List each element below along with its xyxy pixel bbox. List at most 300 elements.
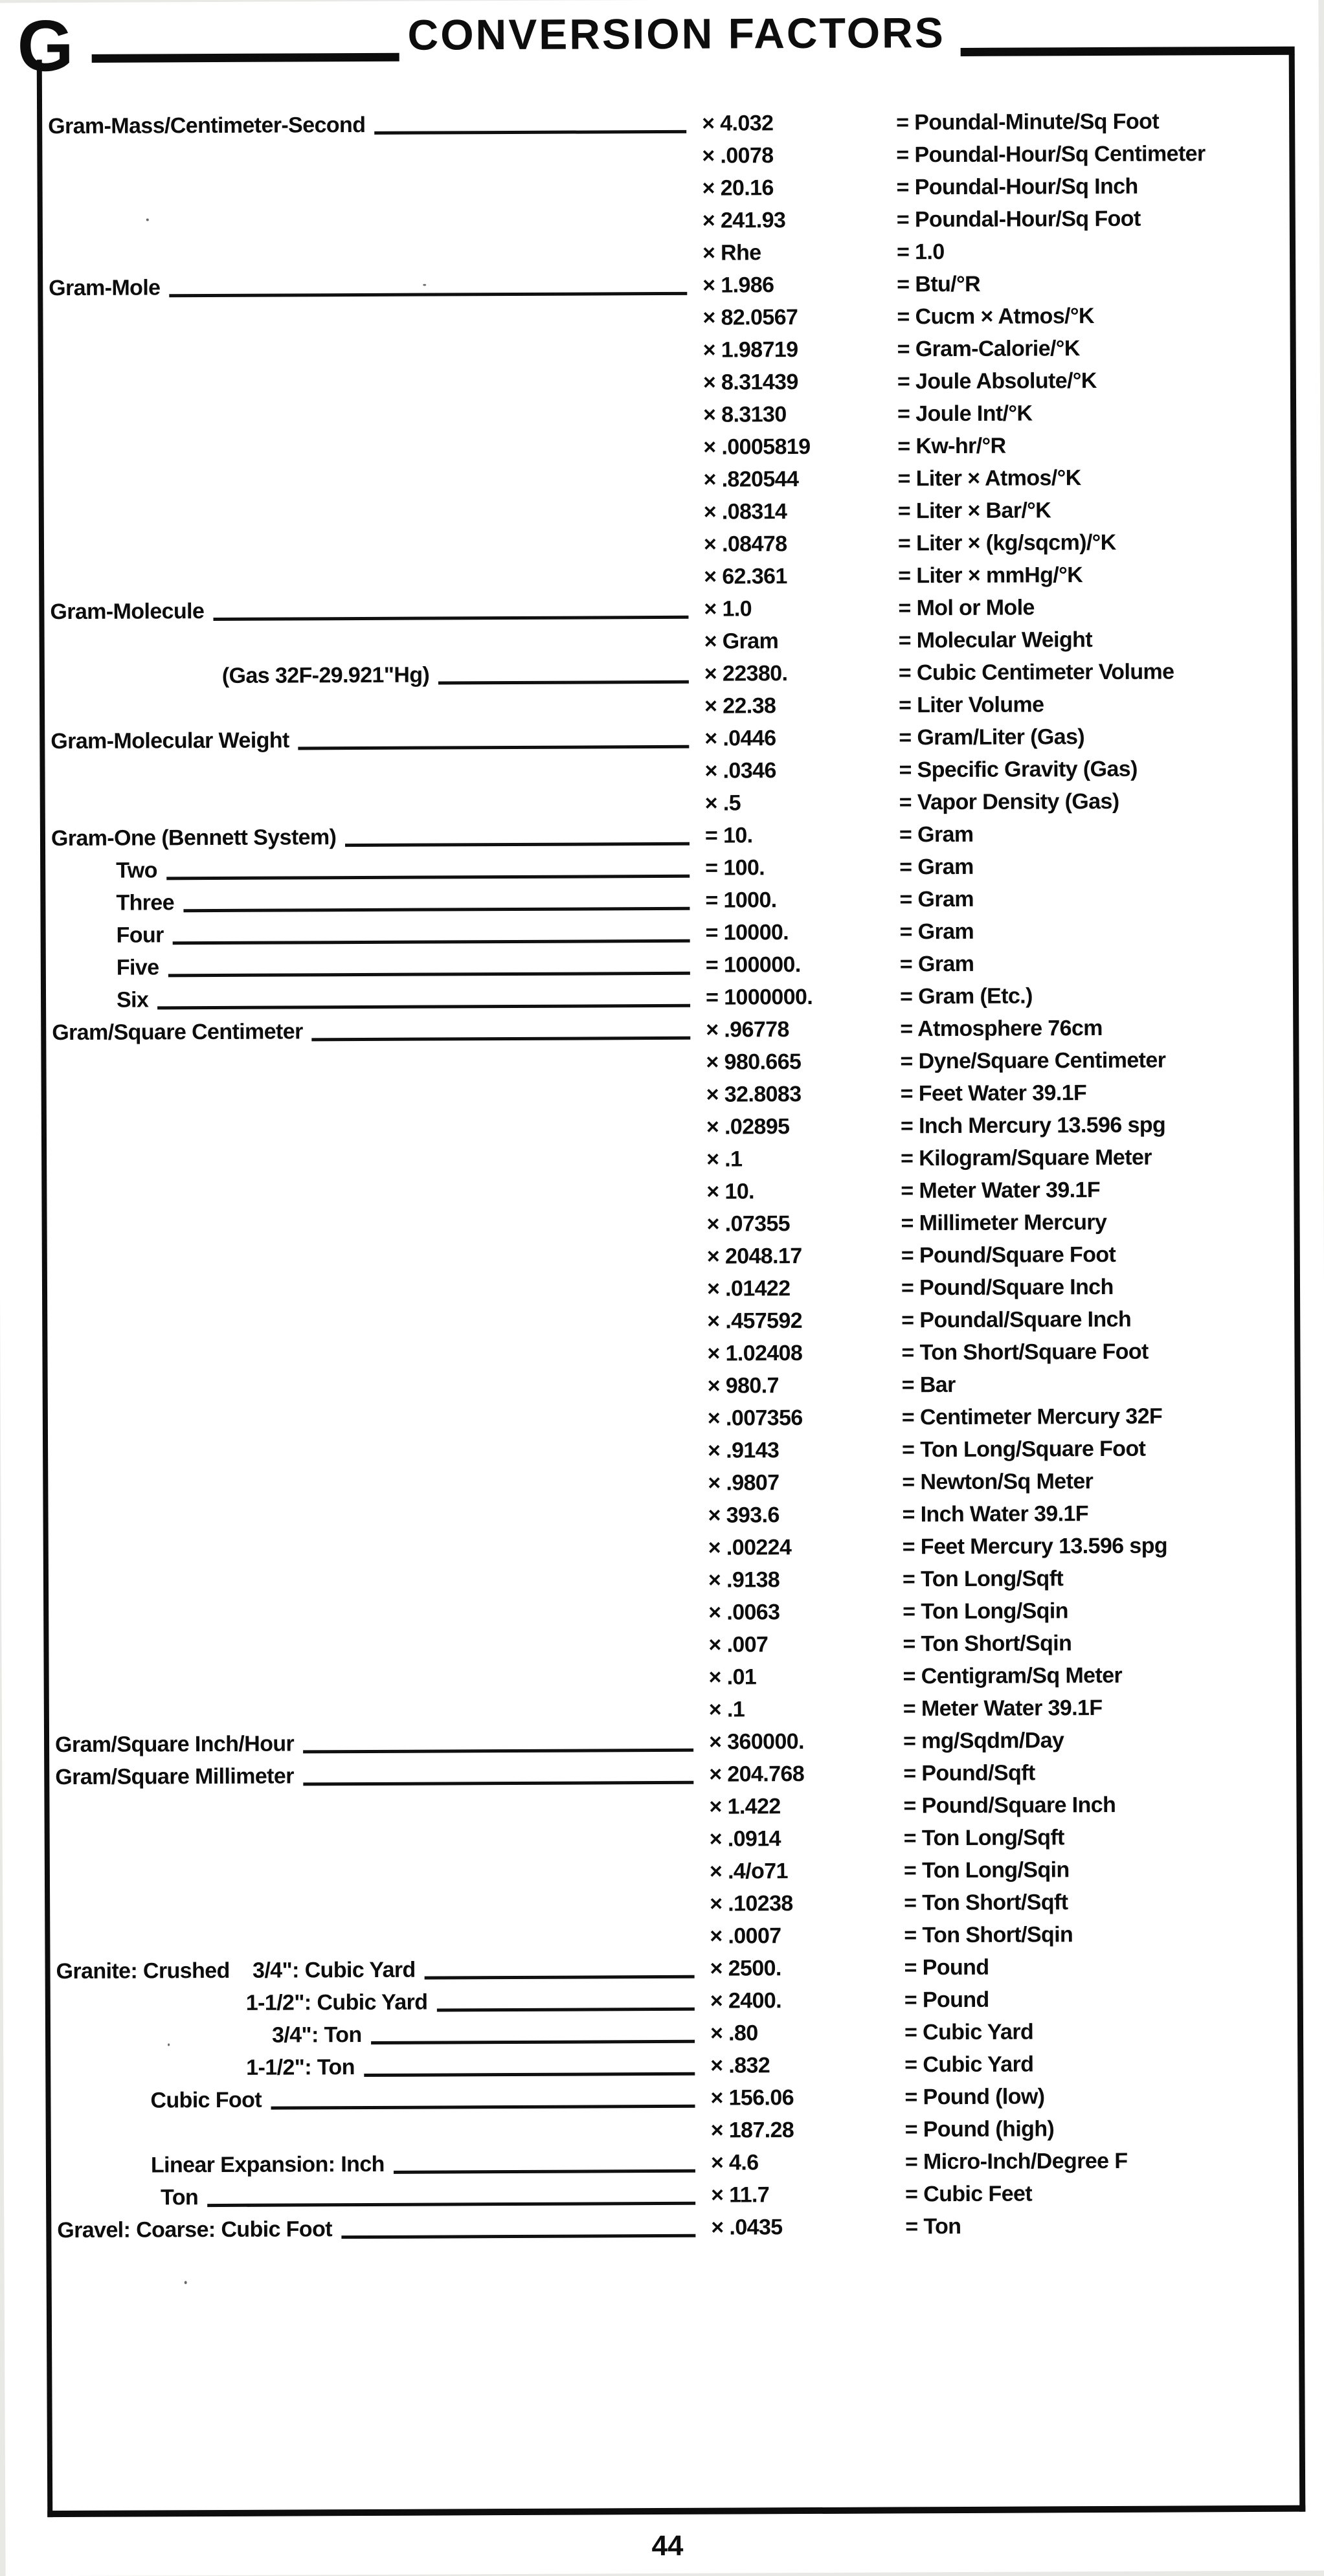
row-factor: × .0007 xyxy=(710,1919,904,1952)
row-label-cell xyxy=(50,755,704,790)
label-rule xyxy=(364,2072,695,2077)
row-label-cell xyxy=(49,205,702,240)
row-factor: × 980.665 xyxy=(706,1045,900,1078)
label-rule xyxy=(183,907,690,912)
row-label-cell xyxy=(52,1111,706,1146)
row-factor: × 62.361 xyxy=(704,559,898,592)
row-factor: × .457592 xyxy=(707,1304,901,1337)
row-factor: × .96778 xyxy=(706,1013,900,1046)
row-result: = Poundal-Minute/Sq Foot xyxy=(896,105,1277,139)
conversion-row xyxy=(49,202,1278,240)
row-factor: × 2400. xyxy=(710,1984,904,2017)
row-result: = Millimeter Mercury xyxy=(901,1205,1282,1240)
row-label-cell xyxy=(50,658,704,693)
row-result: = Pound/Square Inch xyxy=(901,1270,1283,1305)
conversion-row xyxy=(56,1950,1285,1988)
row-factor: = 10000. xyxy=(706,915,900,948)
row-factor: × 8.31439 xyxy=(703,365,897,398)
row-label-cell xyxy=(54,1370,708,1405)
conversion-row xyxy=(52,1044,1281,1081)
conversion-row xyxy=(50,526,1279,563)
row-label-cell xyxy=(49,464,703,498)
row-factor: × Gram xyxy=(704,624,899,657)
conversion-row xyxy=(56,1982,1286,2020)
row-label-cell xyxy=(56,2017,710,2052)
conversion-row xyxy=(56,2079,1286,2117)
conversion-row xyxy=(56,1885,1285,1923)
row-result: = Gram xyxy=(899,882,1281,916)
row-label-cell xyxy=(52,1176,706,1211)
row-label-cell xyxy=(57,2212,711,2246)
label-rule xyxy=(298,745,690,750)
row-factor: × .0346 xyxy=(704,754,899,787)
row-result: = Cucm × Atmos/°K xyxy=(897,299,1278,333)
row-label-cell xyxy=(49,431,703,466)
row-result: = Joule Int/°K xyxy=(897,396,1279,431)
label-rule xyxy=(173,939,690,945)
row-result: = Pound xyxy=(904,1950,1285,1984)
row-label: 1-1/2": Ton xyxy=(246,2051,355,2084)
row-result: = Kw-hr/°R xyxy=(897,429,1279,463)
row-label-cell xyxy=(49,269,702,304)
row-factor: × .10238 xyxy=(710,1887,904,1920)
row-label-cell xyxy=(51,884,705,919)
row-factor: × .00224 xyxy=(708,1530,903,1563)
conversion-row xyxy=(51,817,1281,855)
row-result: = Liter × Bar/°K xyxy=(898,493,1279,528)
label-rule xyxy=(371,2040,695,2044)
row-result: = Gram xyxy=(899,817,1281,851)
label-rule xyxy=(168,972,690,978)
conversion-row xyxy=(54,1529,1284,1567)
label-rule xyxy=(312,1036,691,1042)
row-result: = Bar xyxy=(902,1367,1283,1402)
row-label-cell xyxy=(50,561,704,596)
row-factor: × .0446 xyxy=(704,721,899,754)
row-label-cell xyxy=(52,1143,706,1178)
row-factor: × 187.28 xyxy=(711,2113,905,2146)
row-result: = mg/Sqdm/Day xyxy=(903,1723,1285,1758)
row-label-cell xyxy=(53,1240,707,1275)
row-label: Gram/Square Centimeter xyxy=(52,1015,303,1049)
row-label-cell xyxy=(54,1499,708,1534)
row-result: = Mol or Mole xyxy=(898,590,1279,625)
label-rule xyxy=(394,2169,695,2174)
row-label-cell xyxy=(56,1855,710,1890)
row-result: = Atmosphere 76cm xyxy=(900,1011,1281,1046)
row-label-cell xyxy=(51,852,705,887)
conversion-row xyxy=(52,1205,1282,1243)
row-label-cell xyxy=(52,1046,706,1081)
conversion-row xyxy=(49,429,1279,466)
row-label-cell xyxy=(49,366,703,401)
row-factor: × 204.768 xyxy=(709,1757,903,1790)
row-factor: = 1000. xyxy=(705,883,899,916)
conversion-table xyxy=(48,105,1286,2246)
row-label: Six xyxy=(117,983,148,1016)
conversion-row xyxy=(53,1270,1283,1308)
row-result: = Pound xyxy=(904,1982,1286,2017)
row-result: = Ton Long/Sqin xyxy=(904,1853,1285,1887)
conversion-row xyxy=(56,2015,1286,2052)
row-label-cell xyxy=(57,2114,711,2149)
label-rule xyxy=(374,130,686,135)
row-factor: × .5 xyxy=(705,786,899,819)
row-result: = Gram xyxy=(899,849,1281,884)
row-label: Gram-One (Bennett System) xyxy=(51,821,337,855)
row-result: = Gram/Liter (Gas) xyxy=(899,720,1280,754)
conversion-row xyxy=(57,2112,1286,2149)
label-rule xyxy=(436,2008,694,2012)
row-result: = Poundal-Hour/Sq Centimeter xyxy=(896,137,1277,172)
conversion-row xyxy=(55,1788,1285,1826)
conversion-row xyxy=(52,946,1281,984)
row-result: = Joule Absolute/°K xyxy=(897,364,1279,398)
row-result: = Dyne/Square Centimeter xyxy=(900,1044,1281,1078)
row-result: = Ton Long/Square Foot xyxy=(902,1432,1283,1466)
row-label-cell xyxy=(54,1629,708,1664)
row-result: = Cubic Yard xyxy=(904,2015,1286,2049)
row-factor: × 1.98719 xyxy=(703,333,897,366)
row-factor: × .0435 xyxy=(711,2210,905,2243)
row-result: = Ton Long/Sqft xyxy=(904,1820,1285,1855)
conversion-row xyxy=(52,1108,1282,1146)
row-label-cell xyxy=(49,334,703,369)
row-factor: × 156.06 xyxy=(710,2081,904,2114)
row-result: = Ton xyxy=(905,2209,1286,2243)
conversion-row xyxy=(50,655,1280,693)
row-factor: × .007 xyxy=(708,1628,903,1661)
row-label: Gram-Mole xyxy=(49,271,160,304)
row-result: = Feet Water 39.1F xyxy=(901,1076,1282,1110)
row-label-cell xyxy=(50,528,704,563)
row-label: Linear Expansion: Inch xyxy=(151,2148,385,2182)
row-result: = Ton Short/Sqft xyxy=(904,1885,1285,1920)
conversion-row xyxy=(52,1011,1281,1049)
row-result: = Cubic Yard xyxy=(904,2047,1286,2081)
conversion-row xyxy=(55,1723,1285,1761)
row-result: = Pound (high) xyxy=(905,2112,1286,2146)
row-label-cell xyxy=(51,820,705,855)
row-label-cell xyxy=(50,593,704,628)
conversion-row xyxy=(51,785,1281,822)
row-label-cell xyxy=(50,722,704,757)
row-label-cell xyxy=(52,1014,706,1049)
row-result: = Ton Short/Square Foot xyxy=(901,1335,1283,1369)
conversion-row xyxy=(53,1303,1283,1340)
row-factor: × .0005819 xyxy=(703,430,897,463)
conversion-row xyxy=(54,1464,1283,1502)
conversion-row xyxy=(53,1238,1283,1275)
row-result: = Feet Mercury 13.596 spg xyxy=(903,1529,1284,1563)
row-factor: × .0914 xyxy=(710,1822,904,1855)
row-result: = Cubic Centimeter Volume xyxy=(899,655,1280,689)
label-rule xyxy=(271,2105,695,2110)
section-letter: G xyxy=(17,4,73,87)
row-label: Gram-Molecular Weight xyxy=(50,724,289,758)
row-result: = Liter Volume xyxy=(899,688,1280,722)
row-factor: × 2500. xyxy=(710,1951,904,1984)
row-factor: × .1 xyxy=(706,1142,901,1175)
row-factor: × .0078 xyxy=(702,139,896,172)
conversion-row xyxy=(50,493,1279,531)
row-label: Four xyxy=(117,919,164,951)
row-factor: × 360000. xyxy=(709,1725,903,1758)
row-result: = Ton Short/Sqin xyxy=(903,1626,1284,1661)
conversion-row xyxy=(50,590,1279,628)
row-result: = Ton Short/Sqin xyxy=(904,1918,1285,1952)
conversion-row xyxy=(49,396,1279,434)
row-factor: × 22380. xyxy=(704,656,899,689)
row-factor: = 1000000. xyxy=(706,980,900,1013)
row-label-cell xyxy=(50,496,704,531)
label-rule xyxy=(425,1975,695,1980)
row-factor: × .9143 xyxy=(708,1433,902,1466)
conversion-row xyxy=(51,849,1281,887)
scan-speck xyxy=(185,2281,187,2284)
row-factor: × 1.422 xyxy=(709,1789,903,1822)
row-factor: × .08478 xyxy=(704,527,898,560)
conversion-row xyxy=(50,688,1280,725)
label-rule xyxy=(166,875,690,880)
row-label-cell xyxy=(52,1079,706,1114)
row-factor: × 32.8083 xyxy=(706,1077,901,1110)
row-result: = Cubic Feet xyxy=(905,2177,1286,2211)
row-result: = Pound/Sqft xyxy=(903,1756,1285,1790)
label-rule xyxy=(345,842,690,847)
conversion-row xyxy=(57,2144,1286,2182)
row-label-cell xyxy=(56,1888,710,1923)
label-rule xyxy=(207,2202,695,2207)
row-result: = Pound/Square Inch xyxy=(903,1788,1285,1822)
row-factor: × .820544 xyxy=(703,462,897,495)
row-label-cell xyxy=(56,2050,710,2085)
row-result: = Pound (low) xyxy=(904,2079,1286,2114)
row-factor: × .02895 xyxy=(706,1110,901,1143)
row-factor: × 20.16 xyxy=(702,171,896,204)
row-label: Gravel: Coarse: Cubic Foot xyxy=(57,2213,332,2246)
row-label-cell xyxy=(55,1694,709,1729)
conversion-row xyxy=(54,1497,1283,1534)
row-label-cell xyxy=(56,1823,710,1858)
row-factor: × 4.6 xyxy=(711,2145,905,2178)
row-factor: × 1.986 xyxy=(702,268,897,301)
row-label: Gram-Mass/Centimeter-Second xyxy=(48,109,365,142)
row-result: = Liter × Atmos/°K xyxy=(897,461,1279,495)
row-factor: × .9138 xyxy=(708,1563,903,1596)
conversion-row xyxy=(49,461,1279,498)
row-label: Cubic Foot xyxy=(150,2084,262,2117)
row-factor: × 22.38 xyxy=(704,689,899,722)
row-label: Ton xyxy=(161,2181,198,2213)
row-label-cell xyxy=(50,625,704,660)
row-label-cell xyxy=(55,1726,709,1761)
row-result: = Ton Long/Sqin xyxy=(903,1594,1284,1628)
row-label: Two xyxy=(116,854,157,886)
row-factor: × .07355 xyxy=(706,1207,901,1240)
conversion-row xyxy=(51,882,1281,919)
label-rule xyxy=(341,2234,695,2239)
conversion-row xyxy=(54,1432,1283,1470)
row-result: = 1.0 xyxy=(897,234,1278,269)
conversion-row xyxy=(52,914,1281,952)
row-factor: × .832 xyxy=(710,2048,904,2081)
row-label-cell xyxy=(54,1564,708,1599)
conversion-row xyxy=(54,1400,1283,1437)
row-factor: × .08314 xyxy=(704,495,898,528)
row-factor: × 2048.17 xyxy=(707,1239,901,1272)
row-label-cell xyxy=(57,2179,711,2214)
label-rule xyxy=(213,616,688,621)
row-label-cell xyxy=(54,1532,708,1567)
conversion-row xyxy=(48,170,1277,207)
row-label-cell xyxy=(49,302,702,337)
row-factor: × .4/o71 xyxy=(710,1854,904,1887)
conversion-row xyxy=(52,979,1281,1016)
scan-speck xyxy=(146,218,149,221)
row-result: = Centimeter Mercury 32F xyxy=(902,1400,1283,1434)
row-label: 3/4": Ton xyxy=(272,2019,362,2052)
scan-speck xyxy=(168,2043,170,2046)
conversion-row xyxy=(56,1820,1285,1858)
row-factor: × .0063 xyxy=(708,1595,903,1628)
row-label-cell xyxy=(56,2082,710,2117)
row-label-cell xyxy=(49,237,702,272)
conversion-row xyxy=(54,1594,1284,1631)
row-result: = Meter Water 39.1F xyxy=(901,1173,1282,1207)
row-label-cell xyxy=(56,1953,710,1988)
row-factor: × 4.032 xyxy=(702,106,896,139)
row-label-cell xyxy=(48,172,702,207)
row-factor: × 82.0567 xyxy=(702,300,897,333)
conversion-row xyxy=(50,623,1280,660)
row-label: 1-1/2": Cubic Yard xyxy=(246,1986,428,2019)
row-label: (Gas 32F-29.921"Hg) xyxy=(222,659,430,692)
conversion-row xyxy=(52,1141,1282,1178)
row-result: = Gram xyxy=(900,946,1281,981)
row-label-cell xyxy=(52,981,706,1016)
page-number: 44 xyxy=(5,2527,1324,2566)
conversion-row xyxy=(49,364,1279,401)
conversion-row xyxy=(56,1918,1285,1955)
row-label-cell xyxy=(54,1435,708,1470)
row-label: Five xyxy=(117,951,159,983)
conversion-row xyxy=(49,331,1279,369)
row-factor: × 8.3130 xyxy=(703,398,897,431)
conversion-row xyxy=(55,1659,1285,1696)
row-label-cell xyxy=(53,1305,707,1340)
row-factor: × 10. xyxy=(706,1174,901,1207)
row-label-cell xyxy=(51,787,705,822)
conversion-row xyxy=(50,720,1280,757)
conversion-row xyxy=(48,105,1277,142)
row-label-cell xyxy=(52,1208,706,1243)
conversion-row xyxy=(52,1173,1282,1211)
row-result: = Micro-Inch/Degree F xyxy=(905,2144,1286,2178)
row-result: = Gram (Etc.) xyxy=(900,979,1281,1013)
conversion-row xyxy=(49,234,1278,272)
row-result: = Poundal-Hour/Sq Inch xyxy=(896,170,1277,204)
label-rule xyxy=(169,292,687,297)
row-factor: × 1.0 xyxy=(704,592,898,625)
table-frame xyxy=(37,54,1306,2517)
conversion-row xyxy=(57,2209,1286,2246)
conversion-row xyxy=(55,1756,1285,1793)
row-label-cell xyxy=(48,140,702,175)
row-factor: × 393.6 xyxy=(708,1498,902,1531)
row-factor: × .9807 xyxy=(708,1466,902,1499)
conversion-row xyxy=(54,1367,1283,1405)
row-factor: × .007356 xyxy=(708,1401,902,1434)
row-label-cell xyxy=(52,917,706,952)
conversion-row xyxy=(49,299,1278,337)
row-label-cell xyxy=(56,1985,710,2020)
conversion-row xyxy=(49,267,1278,304)
row-result: = Kilogram/Square Meter xyxy=(901,1141,1282,1175)
scan-speck xyxy=(423,284,426,286)
row-factor: × 241.93 xyxy=(702,203,897,236)
row-label-cell xyxy=(54,1402,708,1437)
row-label-cell xyxy=(52,949,706,984)
row-label-cell xyxy=(56,1920,710,1955)
page-title: CONVERSION FACTORS xyxy=(407,8,945,60)
row-factor: × .80 xyxy=(710,2016,904,2049)
row-factor: × 980.7 xyxy=(708,1369,902,1402)
conversion-row xyxy=(54,1626,1284,1664)
conversion-row xyxy=(53,1335,1283,1372)
row-result: = Poundal/Square Inch xyxy=(901,1303,1283,1337)
label-rule xyxy=(303,1781,694,1786)
row-factor: × 1.02408 xyxy=(707,1336,901,1369)
row-label-cell xyxy=(53,1338,707,1372)
row-result: = Specific Gravity (Gas) xyxy=(899,752,1280,787)
row-label-cell xyxy=(49,399,703,434)
conversion-row xyxy=(57,2177,1286,2214)
row-result: = Inch Mercury 13.596 spg xyxy=(901,1108,1282,1143)
row-label-cell xyxy=(54,1596,708,1631)
row-factor: × .01422 xyxy=(707,1271,901,1305)
row-factor: = 10. xyxy=(705,818,899,851)
label-rule xyxy=(157,1004,690,1010)
row-label-cell xyxy=(53,1273,707,1308)
row-result: = Poundal-Hour/Sq Foot xyxy=(897,202,1278,236)
conversion-row xyxy=(50,558,1279,596)
row-result: = Vapor Density (Gas) xyxy=(899,785,1281,819)
row-factor: × .01 xyxy=(709,1660,903,1693)
conversion-row xyxy=(56,1853,1285,1890)
conversion-row xyxy=(55,1691,1285,1729)
row-label-cell xyxy=(50,690,704,725)
conversion-row xyxy=(52,1076,1282,1114)
row-result: = Pound/Square Foot xyxy=(901,1238,1283,1272)
row-label-cell xyxy=(57,2147,711,2182)
row-factor: × .1 xyxy=(709,1692,903,1725)
conversion-row xyxy=(56,2047,1286,2085)
row-result: = Meter Water 39.1F xyxy=(903,1691,1285,1725)
row-result: = Liter × mmHg/°K xyxy=(898,558,1279,592)
row-factor: = 100. xyxy=(705,851,899,884)
row-factor: = 100000. xyxy=(706,948,900,981)
row-result: = Gram xyxy=(900,914,1281,948)
row-factor: × 11.7 xyxy=(711,2178,905,2211)
row-label-cell xyxy=(55,1791,709,1826)
row-label: Gram/Square Millimeter xyxy=(55,1760,294,1793)
row-label: Gram-Molecule xyxy=(50,595,204,628)
row-result: = Newton/Sq Meter xyxy=(902,1464,1283,1499)
row-label-cell xyxy=(55,1758,709,1793)
conversion-row xyxy=(50,752,1280,790)
row-factor: × Rhe xyxy=(702,236,897,269)
